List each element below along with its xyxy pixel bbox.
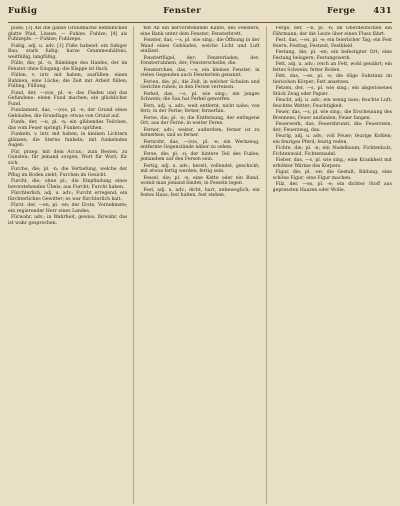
- dictionary-entry: Furcht, die; ohne pl.; die Empfindung eines bevorstehenden Übels; aus Furcht; Furcht haben.: [8, 179, 128, 190]
- dictionary-entry: Füllen, v. intr. mit haben; ausfüllen: einen Rahmen, eine Lücke; die Zeit mit Arbeit füllen; Fülling, Füllung.: [8, 73, 128, 89]
- dictionary-entry: Fensterchen, das, —s; ein kleines Fenster; in vielen Gegenden auch Fensterlein genannt.: [140, 67, 260, 78]
- text-columns: [8, 26, 392, 504]
- dictionary-entry: Ferien, die; pl.; die Zeit, in welcher Schulen und Gerichte ruhen; in den Ferien verreisen.: [140, 79, 260, 90]
- dictionary-entry: Ferne, die; pl. -n; die Entfernung, der entlegene Ort; aus der Ferne; in weiter Ferne.: [140, 115, 260, 126]
- column-2: [140, 26, 259, 504]
- dictionary-entry: Fest, adj. u. adv.; dicht, hart, unbeweglich; ein festes Haus; fest halten, fest stehen.: [140, 187, 260, 198]
- dictionary-entry: Fernrohr, das, —(e)s, pl. -e; ein Werkzeug, entfernte Gegenstände näher zu sehen.: [140, 139, 260, 150]
- dictionary-entry: Fürst, der, —en, pl. -en; der Erste, Vornehmste; ein regierender Herr eines Landes.: [8, 203, 128, 214]
- column-divider: [266, 26, 267, 504]
- column-1: [8, 26, 127, 504]
- dictionary-entry: Fest, das, —es, pl. -e; ein feierlicher Tag; ein Fest feiern; Festtag, Festzeit, Festkleid.: [272, 38, 392, 49]
- dictionary-entry: Furche, die; pl. -n; die Vertiefung, welche der Pflug im Boden zieht; Furchen im Gesicht.: [8, 167, 128, 178]
- dictionary-entry: Ferner, adv.; weiter, außerdem; ferner ist zu bemerken; und so ferner.: [140, 127, 260, 138]
- header-left-catchword: Fußig: [8, 6, 38, 16]
- column-divider: [133, 26, 134, 504]
- column-3: [273, 26, 392, 504]
- header-right-catchword: Ferge: [327, 6, 356, 16]
- dictionary-entry: Fett, adj. u. adv.; reich an Fett, wohl genährt; ein fettes Schwein; fetter Boden.: [272, 62, 392, 73]
- dictionary-entry: Für, praep. mit dem Accus.; zum Besten, zu Gunsten; für jemand sorgen; Wort für Wort; für sich.: [8, 149, 128, 166]
- dictionary-entry: Filz, der, —es, pl. -e; ein dichter Stoff aus gepressten Haaren oder Wolle.: [272, 182, 392, 193]
- page-number: 431: [373, 6, 392, 16]
- dictionary-entry: Fülle, die; pl. -n, Rämlinge des Hanfes, der im Fenster ohne Eingang; die Klappe ist flach.: [8, 61, 128, 72]
- dictionary-entry: Feucht, adj. u. adv.; ein wenig nass; feuchte Luft; feuchtes Wetter; Feuchtigkeit.: [272, 98, 392, 109]
- dictionary-entry: Fessel, die; pl. -n; eine Kette oder ein Band, womit man jemand bindet; in Fesseln legen.: [140, 175, 260, 186]
- dictionary-entry: Festung, die; pl. -en; ein befestigter Ort; eine Festung belagern; Festungswerk.: [272, 50, 392, 61]
- dictionary-entry: Fußig, adj. u. adv. [1] Füße habend: ein fußiger Bau; stark fußig; kurze Grammeuhältnis, weitfüßig, langfüßig.: [8, 43, 128, 60]
- running-header: [8, 6, 392, 20]
- header-center-catchword: Fenster: [163, 6, 202, 16]
- dictionary-entry: pude; [3] Als die ganze Grundfläche befindlichen glatte Pfad, Linsen. — Fuhlze, Fuhlze; [4] als Fuhlzepfe. — Fuhlze; Fuhlzepe.: [8, 26, 128, 42]
- dictionary-entry: Fürchterlich, adj. u. adv.; Furcht erregend; ein fürchterliches Gewitter; es war fürchterlich kalt.: [8, 191, 128, 202]
- dictionary-entry: Ferse, die; pl. -n; der hintere Teil des Fußes; jemandem auf den Fersen sein.: [140, 151, 260, 162]
- dictionary-entry: Feuerwerk, das; Feuersbrunst, die; Feuerstein, der; Feuerzeug, das.: [272, 122, 392, 133]
- dictionary-entry: Fundament, das, —(e)s, pl. -e; der Grund eines Gebäudes; die Grundlage; etwas von Grund auf.: [8, 108, 128, 119]
- dictionary-entry: Fertig, adj. u. adv.; bereit, vollendet, geschickt; mit etwas fertig werden; fertig sein.: [140, 163, 260, 174]
- dictionary-entry: Fern, adj. u. adv.; weit entfernt, nicht nahe; von fern; in der Ferne; ferner, fernerhin.: [140, 103, 260, 114]
- dictionary-entry: feit Ab ein hervorstehende Kante, des Fensters; eine Bank unter dem Fenster; Fensterbrett.: [140, 26, 260, 37]
- dictionary-entry: Ferge, der, —n, pl. -n; im Oberdeutschen ein Fährmann; der die Leute über einen Fluss fährt.: [272, 26, 392, 37]
- dictionary-entry: Figur, die; pl. -en; die Gestalt, Bildung; eine schöne Figur; eine Figur machen.: [272, 170, 392, 181]
- dictionary-entry: Fieber, das, —s, pl. wie sing.; eine Krankheit mit erhöhter Wärme des Körpers.: [272, 158, 392, 169]
- dictionary-entry: Fenster, das, —s, pl. wie sing.; die Öffnung in der Wand eines Gebäudes, welche Licht und Luft einlässt.: [140, 38, 260, 54]
- dictionary-entry: Ferkel, das, —s, pl. wie sing.; ein junges Schwein; die Sau hat Ferkel geworfen.: [140, 91, 260, 102]
- dictionary-entry: Fensterflügel, der; Fensterladen, der; Fensterrahmen, der; Fensterscheibe, die.: [140, 55, 260, 66]
- dictionary-entry: Fett, das, —es, pl. -e; die ölige Substanz im tierischen Körper; Fett ansetzen.: [272, 74, 392, 85]
- dictionary-entry: Funfe, der, —n, pl. -n; ein glühendes Teilchen, das vom Feuer springt; Funken sprühen.: [8, 120, 128, 131]
- dictionary-entry: Fetzen, der, —s, pl. wie sing.; ein abgerissenes Stück Zeug oder Papier.: [272, 86, 392, 97]
- header-rule: [8, 22, 392, 23]
- dictionary-entry: Feuer, das, —s, pl. wie sing.; die Erscheinung des Brennens; Feuer anzünden; Feuer fangen.: [272, 110, 392, 121]
- dictionary-entry: Fichte, die; pl. -n; ein Nadelbaum; Fichtenholz, Fichtenwald, Fichtennadel.: [272, 146, 392, 157]
- dictionary-entry: Fürwahr, adv.; in Wahrheit, gewiss; fürwahr, das ist wahr gesprochen.: [8, 215, 128, 226]
- dictionary-entry: Feurig, adj. u. adv.; voll Feuer; feurige Kohlen; ein feuriges Pferd; feurig reden.: [272, 134, 392, 145]
- dictionary-entry: Fund, der, —(e)s, pl. -e; das Finden und das Gefundene: einen Fund machen; ein glücklicher Fund.: [8, 90, 128, 107]
- dictionary-entry: Funkeln, v. intr. mit haben; in kleinen Lichtern glänzen; die Sterne funkeln; mit funkelnden Augen.: [8, 132, 128, 148]
